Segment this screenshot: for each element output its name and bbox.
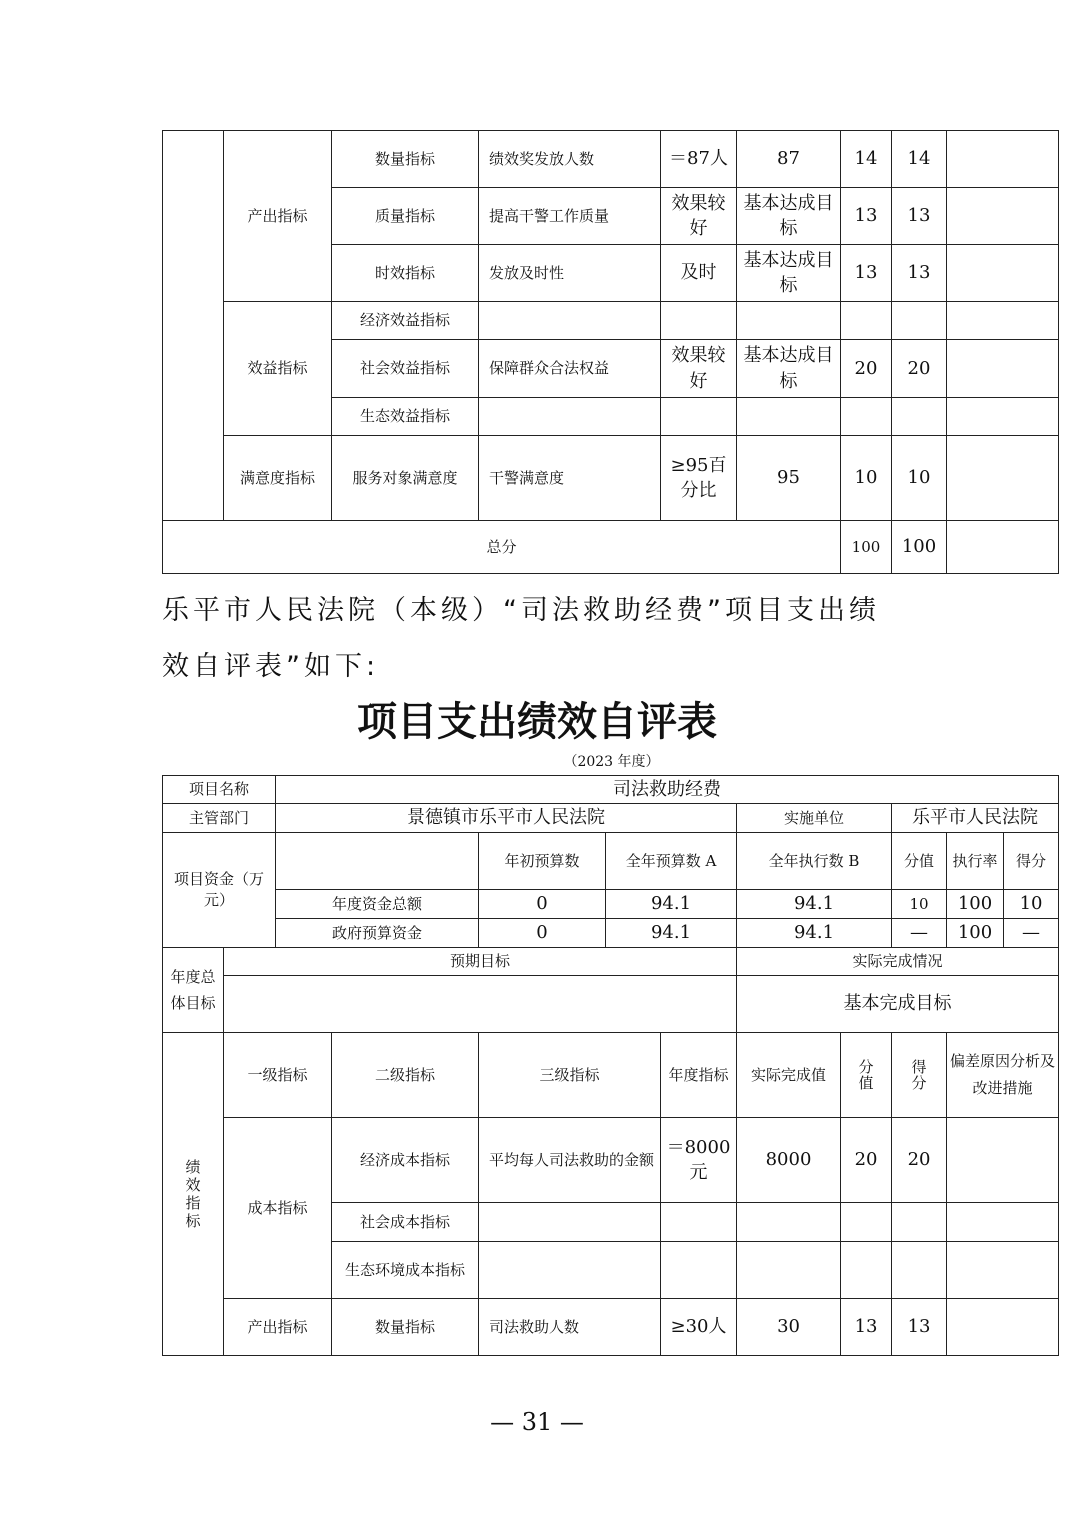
cell: 94.1 bbox=[737, 890, 892, 919]
cell: 保障群众合法权益 bbox=[479, 340, 661, 398]
page-title: 项目支出绩效自评表 bbox=[357, 699, 717, 745]
cell bbox=[737, 398, 841, 436]
expected-label: 预期目标 bbox=[224, 948, 737, 976]
cell bbox=[892, 1203, 947, 1242]
cell: 95 bbox=[737, 436, 841, 521]
h7-text: 得分 bbox=[911, 1057, 927, 1092]
cell: 生态环境成本指标 bbox=[332, 1242, 479, 1299]
cell bbox=[737, 302, 841, 340]
h6-text: 分值 bbox=[858, 1057, 874, 1092]
year-label: （2023 年度） bbox=[563, 754, 660, 770]
cell bbox=[947, 1118, 1059, 1203]
cost-group: 成本指标 bbox=[224, 1118, 332, 1299]
cell: 司法救助人数 bbox=[479, 1299, 661, 1356]
cell bbox=[479, 1203, 661, 1242]
group-satisfaction: 满意度指标 bbox=[224, 436, 332, 521]
cell bbox=[947, 245, 1059, 302]
intro-line-1: 乐平市人民法院（本级）“司法救助经费”项目支出绩 bbox=[162, 595, 880, 626]
cell: 时效指标 bbox=[332, 245, 479, 302]
cell: 100 bbox=[947, 919, 1004, 948]
cell: 13 bbox=[841, 1299, 892, 1356]
cell bbox=[947, 521, 1059, 574]
h-exec: 全年执行数 B bbox=[737, 833, 892, 890]
cell bbox=[479, 302, 661, 340]
h4: 年度指标 bbox=[661, 1033, 737, 1118]
cell: 13 bbox=[841, 245, 892, 302]
cell: — bbox=[892, 919, 947, 948]
cell: 经济成本指标 bbox=[332, 1118, 479, 1203]
cell bbox=[841, 302, 892, 340]
cell: ≥95百分比 bbox=[661, 436, 737, 521]
cell bbox=[661, 302, 737, 340]
h-full: 全年预算数 A bbox=[606, 833, 737, 890]
cell: 8000 bbox=[737, 1118, 841, 1203]
r1-label: 年度资金总额 bbox=[276, 890, 479, 919]
dept: 景德镇市乐平市人民法院 bbox=[276, 804, 737, 833]
performance-self-evaluation-table bbox=[162, 775, 1059, 1356]
actual-value: 基本完成目标 bbox=[737, 976, 1059, 1033]
cell: 87 bbox=[737, 131, 841, 188]
r2-label: 政府预算资金 bbox=[276, 919, 479, 948]
goal-label: 年度总体目标 bbox=[163, 948, 224, 1033]
cell bbox=[947, 436, 1059, 521]
cell bbox=[841, 1242, 892, 1299]
cell: ＝87人 bbox=[661, 131, 737, 188]
h8: 偏差原因分析及改进措施 bbox=[947, 1033, 1059, 1118]
total-label: 总分 bbox=[163, 521, 841, 574]
cell: 0 bbox=[479, 890, 606, 919]
h-rate: 执行率 bbox=[947, 833, 1004, 890]
cell: 平均每人司法救助的金额 bbox=[479, 1118, 661, 1203]
cell: 数量指标 bbox=[332, 1299, 479, 1356]
cell: 10 bbox=[1004, 890, 1059, 919]
page-number: — 31 — bbox=[490, 1408, 584, 1436]
cell: 13 bbox=[892, 245, 947, 302]
cell bbox=[947, 398, 1059, 436]
cell bbox=[947, 340, 1059, 398]
impl: 乐平市人民法院 bbox=[892, 804, 1059, 833]
cell: 0 bbox=[479, 919, 606, 948]
h5: 实际完成值 bbox=[737, 1033, 841, 1118]
cell bbox=[892, 1242, 947, 1299]
cell bbox=[479, 398, 661, 436]
cell: 94.1 bbox=[606, 919, 737, 948]
cell bbox=[947, 131, 1059, 188]
cell: 及时 bbox=[661, 245, 737, 302]
cell: ≥30人 bbox=[661, 1299, 737, 1356]
cell bbox=[892, 398, 947, 436]
cell: 发放及时性 bbox=[479, 245, 661, 302]
intro-line-2: 效自评表”如下: bbox=[162, 651, 380, 682]
h2: 二级指标 bbox=[332, 1033, 479, 1118]
cell: 质量指标 bbox=[332, 188, 479, 245]
cell: 94.1 bbox=[606, 890, 737, 919]
cell: 基本达成目标 bbox=[737, 188, 841, 245]
cell: 20 bbox=[892, 340, 947, 398]
impl-label: 实施单位 bbox=[737, 804, 892, 833]
h1: 一级指标 bbox=[224, 1033, 332, 1118]
group-output: 产出指标 bbox=[224, 131, 332, 302]
cell: 数量指标 bbox=[332, 131, 479, 188]
h-score: 分值 bbox=[892, 833, 947, 890]
cell: ＝8000元 bbox=[661, 1118, 737, 1203]
cell: 13 bbox=[841, 188, 892, 245]
cell: 服务对象满意度 bbox=[332, 436, 479, 521]
cell: 10 bbox=[892, 890, 947, 919]
cell bbox=[661, 1203, 737, 1242]
cell bbox=[661, 1242, 737, 1299]
cell: 14 bbox=[841, 131, 892, 188]
cell: 10 bbox=[892, 436, 947, 521]
cell bbox=[276, 833, 479, 890]
cell: 基本达成目标 bbox=[737, 340, 841, 398]
h6 bbox=[841, 1033, 892, 1118]
cell: 绩效奖发放人数 bbox=[479, 131, 661, 188]
cell bbox=[841, 1203, 892, 1242]
cell bbox=[947, 188, 1059, 245]
performance-table-continued bbox=[162, 130, 1059, 574]
cell bbox=[737, 1203, 841, 1242]
cell bbox=[947, 302, 1059, 340]
perf-label bbox=[163, 1033, 224, 1356]
cell: 13 bbox=[892, 188, 947, 245]
cell: 产出指标 bbox=[224, 1299, 332, 1356]
cell: — bbox=[1004, 919, 1059, 948]
h7 bbox=[892, 1033, 947, 1118]
project-name: 司法救助经费 bbox=[276, 776, 1059, 804]
cell: 干警满意度 bbox=[479, 436, 661, 521]
cell bbox=[947, 1242, 1059, 1299]
cell: 20 bbox=[841, 340, 892, 398]
perf-label-cell bbox=[163, 131, 224, 521]
cell: 14 bbox=[892, 131, 947, 188]
cell: 10 bbox=[841, 436, 892, 521]
h-initial: 年初预算数 bbox=[479, 833, 606, 890]
cell: 13 bbox=[892, 1299, 947, 1356]
cell bbox=[947, 1203, 1059, 1242]
cell: 社会成本指标 bbox=[332, 1203, 479, 1242]
cell: 经济效益指标 bbox=[332, 302, 479, 340]
h-got: 得分 bbox=[1004, 833, 1059, 890]
cell bbox=[479, 1242, 661, 1299]
cell: 社会效益指标 bbox=[332, 340, 479, 398]
actual-label: 实际完成情况 bbox=[737, 948, 1059, 976]
expected-value bbox=[224, 976, 737, 1033]
cell: 94.1 bbox=[737, 919, 892, 948]
cell: 30 bbox=[737, 1299, 841, 1356]
cell bbox=[737, 1242, 841, 1299]
total-score: 100 bbox=[841, 521, 892, 574]
project-name-label: 项目名称 bbox=[163, 776, 276, 804]
cell: 20 bbox=[892, 1118, 947, 1203]
cell bbox=[947, 1299, 1059, 1356]
cell: 20 bbox=[841, 1118, 892, 1203]
cell bbox=[841, 398, 892, 436]
total-got: 100 bbox=[892, 521, 947, 574]
group-benefit: 效益指标 bbox=[224, 302, 332, 436]
perf-label-text: 绩效指标 bbox=[185, 1158, 201, 1230]
cell: 提高干警工作质量 bbox=[479, 188, 661, 245]
cell bbox=[892, 302, 947, 340]
cell: 效果较好 bbox=[661, 188, 737, 245]
cell: 100 bbox=[947, 890, 1004, 919]
cell bbox=[661, 398, 737, 436]
cell: 效果较好 bbox=[661, 340, 737, 398]
fund-label: 项目资金（万元） bbox=[163, 833, 276, 948]
h3: 三级指标 bbox=[479, 1033, 661, 1118]
cell: 生态效益指标 bbox=[332, 398, 479, 436]
dept-label: 主管部门 bbox=[163, 804, 276, 833]
cell: 基本达成目标 bbox=[737, 245, 841, 302]
